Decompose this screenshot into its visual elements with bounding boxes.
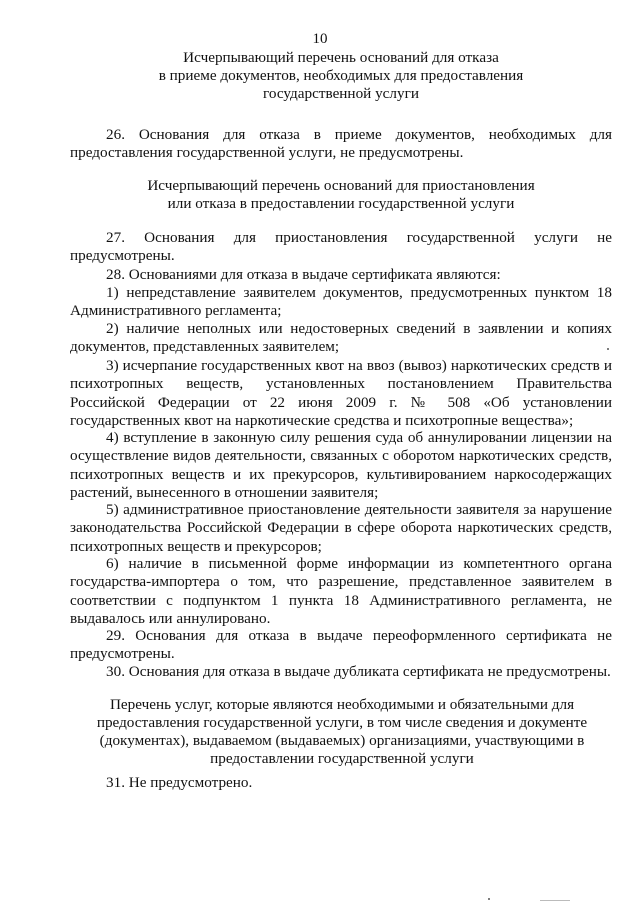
paragraph-28-item-5: 5) административное приостановление деятельности заявителя за нарушение законодательства Российской Федерации в сфере оборота наркотических средств, психотропных веществ и прекурсоров; bbox=[70, 501, 612, 555]
section-heading-required-services: Перечень услуг, которые являются необходимыми и обязательными для предоставления государственной услуги, в том числе сведения и документе (документах), выдаваемом (выдаваемых) организациями, участвующими в предоставлении государственной услуги bbox=[96, 696, 588, 767]
section-heading-suspension-refusal: Исчерпывающий перечень оснований для приостановления или отказа в предоставлении государственной услуги bbox=[147, 177, 535, 212]
paragraph-28: 28. Основаниями для отказа в выдаче сертификата являются: bbox=[106, 266, 501, 283]
paragraph-27: 27. Основания для приостановления государственной услуги не предусмотрены. bbox=[70, 229, 612, 265]
paragraph-30: 30. Основания для отказа в выдаче дубликата сертификата не предусмотрены. bbox=[106, 663, 611, 680]
page-number: 10 bbox=[312, 31, 328, 47]
scan-speck bbox=[607, 348, 609, 350]
paragraph-28-item-2: 2) наличие неполных или недостоверных сведений в заявлении и копиях документов, представленных заявителем; bbox=[70, 320, 612, 356]
scan-mark bbox=[540, 900, 570, 901]
paragraph-26: 26. Основания для отказа в приеме документов, необходимых для предоставления государственной услуги, не предусмотрены. bbox=[70, 126, 612, 162]
paragraph-31: 31. Не предусмотрено. bbox=[106, 774, 253, 791]
paragraph-29: 29. Основания для отказа в выдаче переоформленного сертификата не предусмотрены. bbox=[70, 627, 612, 663]
paragraph-28-item-4: 4) вступление в законную силу решения суда об аннулировании лицензии на осуществление видов деятельности, связанных с оборотом наркотических средств, психотропных веществ и их прекурсоров, культивированием наркосодержащих растений, вынесенного в отношении заявителя; bbox=[70, 429, 612, 502]
paragraph-28-item-1: 1) непредставление заявителем документов, предусмотренных пунктом 18 Административного регламента; bbox=[70, 284, 612, 320]
scan-speck bbox=[488, 898, 490, 900]
paragraph-28-item-6: 6) наличие в письменной форме информации из компетентного органа государства-импортера о том, что разрешение, представленное заявителем в соответствии с подпунктом 1 пункта 18 Административного регламента, не выдавалось или аннулировано. bbox=[70, 555, 612, 628]
paragraph-28-item-3: 3) исчерпание государственных квот на ввоз (вывоз) наркотических средств и психотропных веществ, установленных постановлением Правительства Российской Федерации от 22 июня 2009 г. № 508 «Об установлении государственных квот на наркотические средства и психотропные вещества»; bbox=[70, 357, 612, 430]
section-heading-refusal-acceptance: Исчерпывающий перечень оснований для отказа в приеме документов, необходимых для предоставления государственной услуги bbox=[158, 49, 524, 102]
